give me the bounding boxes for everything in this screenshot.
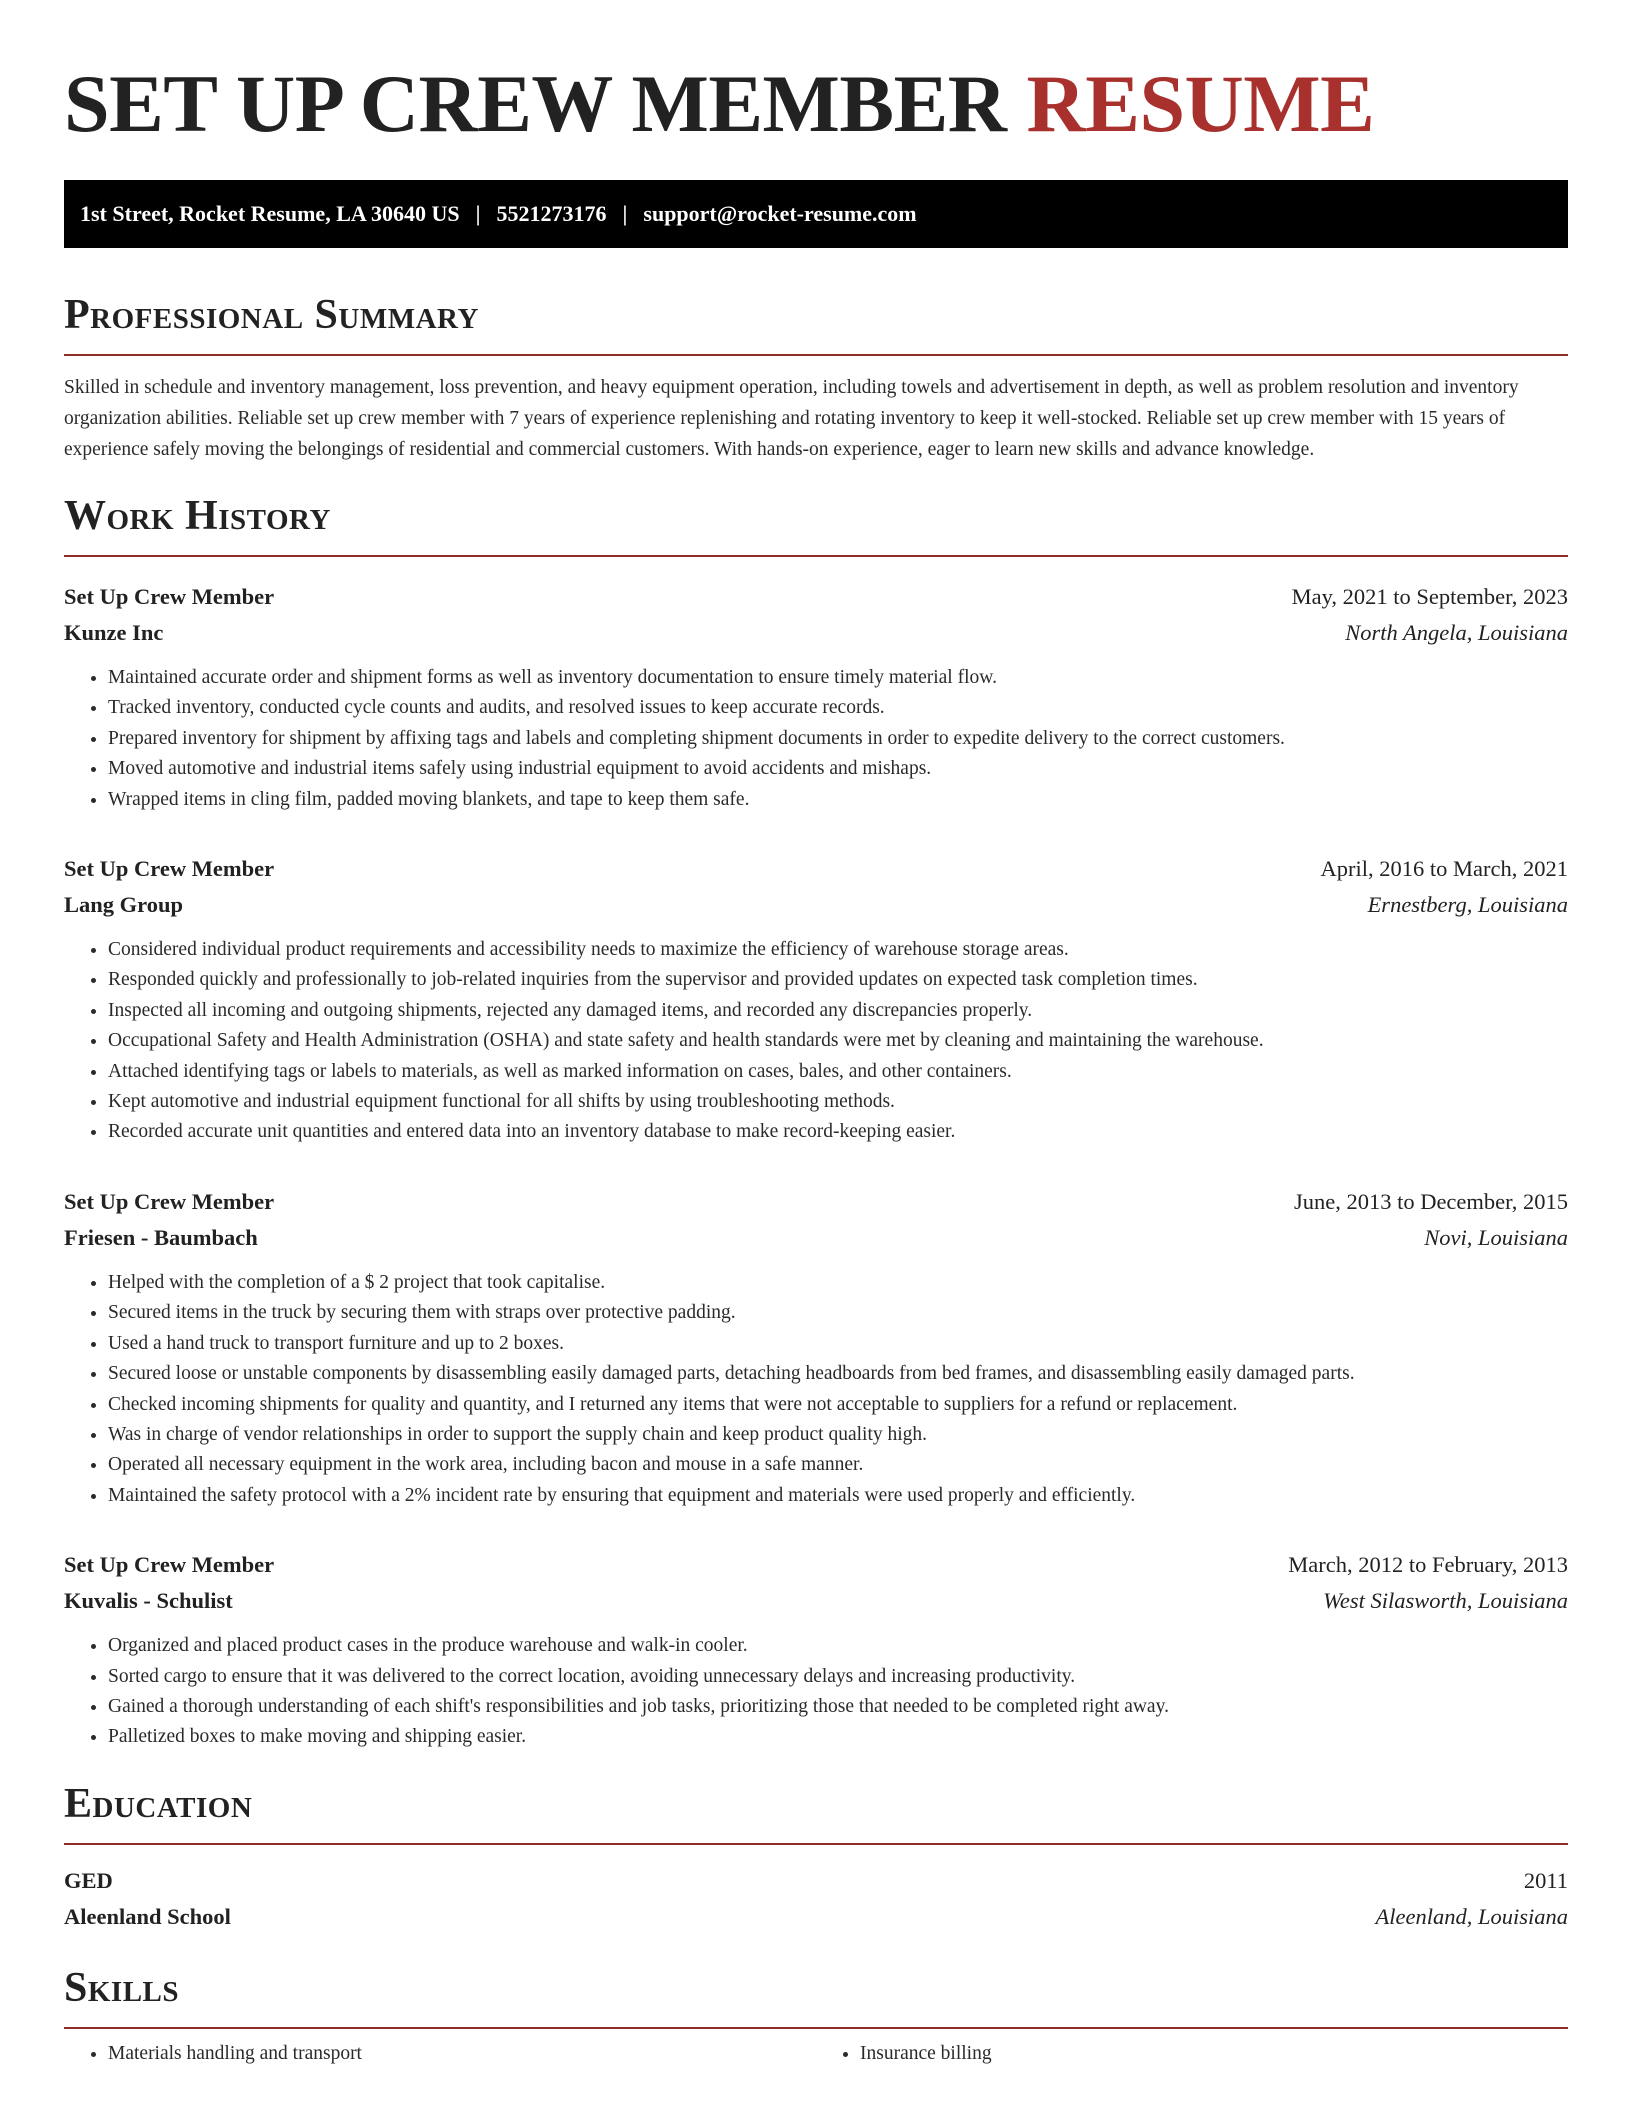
section-divider <box>64 2027 1568 2029</box>
job-title: Set Up Crew Member <box>64 1552 275 1578</box>
contact-address: 1st Street, Rocket Resume, LA 30640 US <box>80 201 460 226</box>
skills-list-right <box>816 2039 1568 2069</box>
job-company: Kunze Inc <box>64 620 164 645</box>
section-divider <box>64 1843 1568 1845</box>
job-company: Friesen - Baumbach <box>64 1224 258 1250</box>
job-row <box>64 1547 1568 1583</box>
education-row <box>64 1899 1568 1935</box>
education-location: Aleenland, Louisiana <box>1375 1903 1568 1929</box>
job-bullet: • Kept automotive and industrial equipment functional for all shifts by using troubleshooting methods. <box>108 1087 1568 1117</box>
job-bullet: • Organized and placed product cases in the produce warehouse and walk-in cooler. <box>108 1631 1568 1661</box>
job-bullet: • Checked incoming shipments for quality and quantity, and I returned any items that were not acceptable to suppliers for a refund or replacement. <box>108 1390 1568 1420</box>
job-dates: June, 2013 to December, 2015 <box>1293 1188 1568 1214</box>
job-bullet: • Recorded accurate unit quantities and entered data into an inventory database to make record-keeping easier. <box>108 1117 1568 1147</box>
education-school: Aleenland School <box>64 1903 231 1929</box>
work-history-section <box>64 491 1568 1753</box>
job-row <box>64 1220 1568 1256</box>
job-entry <box>64 1184 1568 1511</box>
job-dates: March, 2012 to February, 2013 <box>1288 1552 1568 1578</box>
job-bullet: • Was in charge of vendor relationships in order to support the supply chain and keep product quality high. <box>108 1420 1568 1450</box>
job-dates: May, 2021 to September, 2023 <box>1291 584 1568 609</box>
job-bullet: • Inspected all incoming and outgoing shipments, rejected any damaged items, and recorded any discrepancies properly. <box>108 996 1568 1026</box>
summary-heading: Professional Summary <box>64 292 479 338</box>
job-location: West Silasworth, Louisiana <box>1323 1588 1568 1614</box>
job-bullet: • Moved automotive and industrial items safely using industrial equipment to avoid accidents and mishaps. <box>108 754 1568 784</box>
contact-bar <box>64 180 1568 248</box>
job-bullet: • Used a hand truck to transport furniture and up to 2 boxes. <box>108 1329 1568 1359</box>
skill-item: • Insurance billing <box>860 2039 1568 2069</box>
job-title: Set Up Crew Member <box>64 1188 275 1214</box>
summary-text: Skilled in schedule and inventory management, loss prevention, and heavy equipment operation, including towels and advertisement in depth, as well as problem resolution and inventory organization abilities. Reliable set up crew member with 7 years of experience replenishing and rotating inventory to keep it well-stocked. Reliable set up crew member with 15 years of experience safely moving the belongings of residential and commercial customers. With hands-on experience, eager to learn new skills and advance knowledge. <box>64 377 1519 460</box>
education-degree: GED <box>64 1867 113 1893</box>
job-bullets <box>64 1631 1568 1753</box>
job-bullet: • Wrapped items in cling film, padded moving blankets, and tape to keep them safe. <box>108 785 1568 815</box>
work-history-heading: Work History <box>64 493 331 539</box>
education-section <box>64 1779 1568 1935</box>
job-list <box>64 579 1568 1753</box>
job-row <box>64 851 1568 887</box>
job-company: Kuvalis - Schulist <box>64 1588 233 1614</box>
job-bullets <box>64 1268 1568 1511</box>
job-bullet: • Secured items in the truck by securing them with straps over protective padding. <box>108 1298 1568 1328</box>
job-bullet: • Maintained accurate order and shipment forms as well as inventory documentation to ensure timely material flow. <box>108 663 1568 693</box>
section-divider <box>64 555 1568 557</box>
job-bullet: • Helped with the completion of a $ 2 project that took capitalise. <box>108 1268 1568 1298</box>
resume-title <box>64 0 1568 152</box>
job-bullets <box>64 935 1568 1148</box>
job-row <box>64 1583 1568 1619</box>
title-main: SET UP CREW MEMBER <box>64 58 1007 149</box>
job-location: Novi, Louisiana <box>1424 1224 1568 1250</box>
job-bullet: • Considered individual product requirements and accessibility needs to maximize the efficiency of warehouse storage areas. <box>108 935 1568 965</box>
job-bullet: • Secured loose or unstable components by disassembling easily damaged parts, detaching headboards from bed frames, and disassembling easily damaged parts. <box>108 1359 1568 1389</box>
job-bullet: • Gained a thorough understanding of each shift's responsibilities and job tasks, prioritizing those that needed to be completed right away. <box>108 1692 1568 1722</box>
job-title: Set Up Crew Member <box>64 584 275 609</box>
contact-separator: | <box>622 201 628 226</box>
job-entry <box>64 579 1568 815</box>
skills-heading: Skills <box>64 1964 180 2011</box>
education-row <box>64 1863 1568 1899</box>
section-divider <box>64 354 1568 356</box>
job-row <box>64 1184 1568 1220</box>
contact-email: support@rocket-resume.com <box>643 201 917 226</box>
education-heading: Education <box>64 1780 253 1827</box>
job-bullet: • Occupational Safety and Health Administration (OSHA) and state safety and health standards were met by cleaning and maintaining the warehouse. <box>108 1026 1568 1056</box>
job-bullets <box>64 663 1568 815</box>
job-entry <box>64 851 1568 1148</box>
job-entry <box>64 1547 1568 1753</box>
job-bullet: • Maintained the safety protocol with a 2% incident rate by ensuring that equipment and materials were used properly and efficiently. <box>108 1481 1568 1511</box>
skill-item: • Materials handling and transport <box>108 2039 816 2069</box>
job-bullet: • Responded quickly and professionally to job-related inquiries from the supervisor and provided updates on expected task completion times. <box>108 965 1568 995</box>
skills-section <box>64 1963 1568 2069</box>
title-accent: RESUME <box>1026 58 1375 149</box>
job-row <box>64 579 1568 615</box>
job-row <box>64 615 1568 651</box>
job-location: Ernestberg, Louisiana <box>1367 892 1568 918</box>
skills-columns <box>64 2039 1568 2069</box>
summary-section <box>64 290 1568 465</box>
education-year: 2011 <box>1523 1867 1568 1893</box>
skills-list-left <box>64 2039 816 2069</box>
contact-separator: | <box>475 201 481 226</box>
job-bullet: • Palletized boxes to make moving and shipping easier. <box>108 1722 1568 1752</box>
job-bullet: • Tracked inventory, conducted cycle counts and audits, and resolved issues to keep accurate records. <box>108 693 1568 723</box>
job-location: North Angela, Louisiana <box>1345 620 1568 645</box>
job-bullet: • Prepared inventory for shipment by affixing tags and labels and completing shipment documents in order to expedite delivery to the correct customers. <box>108 724 1568 754</box>
contact-phone: 5521273176 <box>496 201 607 226</box>
job-bullet: • Attached identifying tags or labels to materials, as well as marked information on cases, bales, and other containers. <box>108 1057 1568 1087</box>
job-dates: April, 2016 to March, 2021 <box>1320 856 1568 882</box>
job-row <box>64 887 1568 923</box>
job-bullet: • Operated all necessary equipment in the work area, including bacon and mouse in a safe manner. <box>108 1450 1568 1480</box>
job-company: Lang Group <box>64 892 184 918</box>
job-bullet: • Sorted cargo to ensure that it was delivered to the correct location, avoiding unnecessary delays and increasing productivity. <box>108 1662 1568 1692</box>
job-title: Set Up Crew Member <box>64 856 275 882</box>
education-entry <box>64 1863 1568 1935</box>
